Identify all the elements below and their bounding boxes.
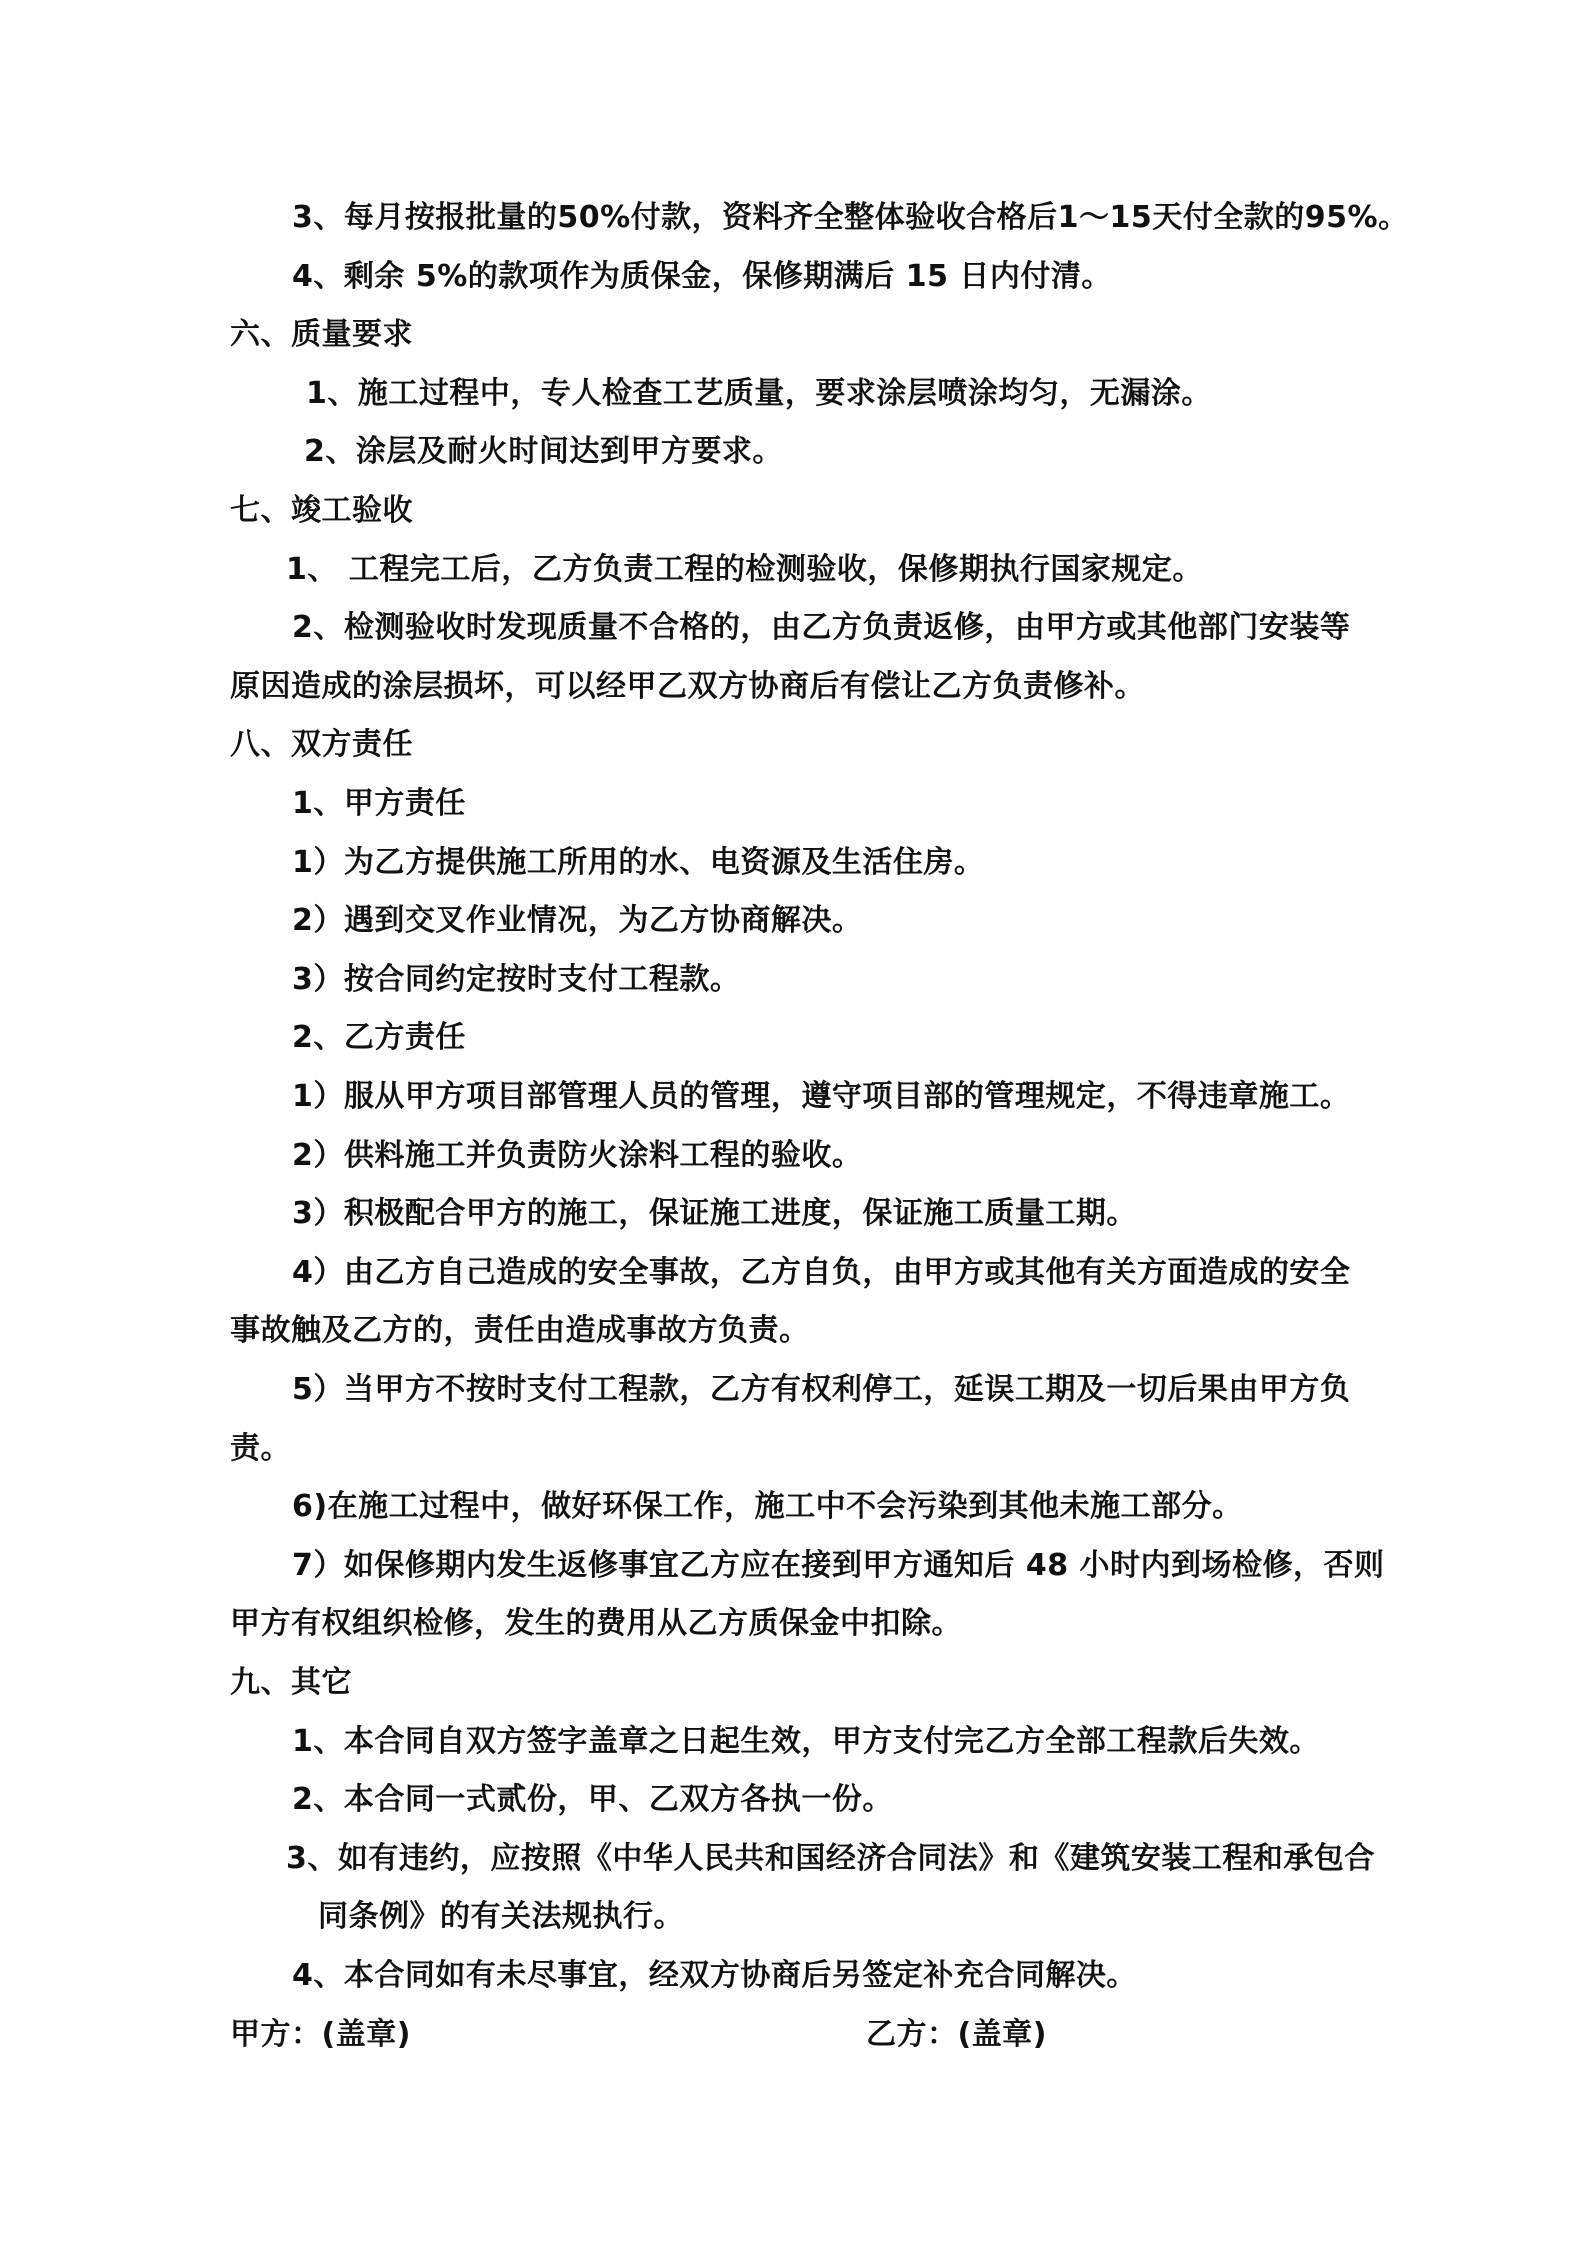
party-b-signature: 乙方：(盖章) (866, 2017, 1047, 2052)
party-a-item-2: 2）遇到交叉作业情况，为乙方协商解决。 (292, 903, 863, 938)
acceptance-item-1: 1、 工程完工后，乙方负责工程的检测验收，保修期执行国家规定。 (286, 552, 1203, 587)
party-b-item-6: 6)在施工过程中，做好环保工作，施工中不会污染到其他未施工部分。 (292, 1489, 1243, 1524)
quality-item-2: 2、涂层及耐火时间达到甲方要求。 (304, 434, 783, 469)
party-b-item-3: 3）积极配合甲方的施工，保证施工进度，保证施工质量工期。 (292, 1196, 1137, 1231)
section-heading-quality: 六、质量要求 (230, 317, 413, 352)
party-a-heading: 1、甲方责任 (292, 786, 466, 821)
party-b-item-4-line-2: 事故触及乙方的，责任由造成事故方负责。 (230, 1313, 810, 1348)
party-b-item-1: 1）服从甲方项目部管理人员的管理，遵守项目部的管理规定，不得违章施工。 (292, 1079, 1351, 1114)
other-item-3-line-1: 3、如有违约，应按照《中华人民共和国经济合同法》和《建筑安装工程和承包合 (286, 1841, 1375, 1876)
acceptance-item-2-line-1: 2、检测验收时发现质量不合格的，由乙方负责返修，由甲方或其他部门安装等 (292, 610, 1351, 645)
party-b-item-4-line-1: 4）由乙方自己造成的安全事故，乙方自负，由甲方或其他有关方面造成的安全 (292, 1255, 1351, 1290)
section-heading-acceptance: 七、竣工验收 (230, 493, 413, 528)
party-b-item-2: 2）供料施工并负责防火涂料工程的验收。 (292, 1138, 863, 1173)
section-heading-other: 九、其它 (230, 1665, 352, 1700)
party-b-heading: 2、乙方责任 (292, 1020, 466, 1055)
other-item-1: 1、本合同自双方签字盖章之日起生效，甲方支付完乙方全部工程款后失效。 (292, 1724, 1320, 1759)
payment-item-3: 3、每月按报批量的50%付款，资料齐全整体验收合格后1～15天付全款的95%。 (292, 200, 1409, 235)
quality-item-1: 1、施工过程中，专人检查工艺质量，要求涂层喷涂均匀，无漏涂。 (306, 376, 1212, 411)
other-item-2: 2、本合同一式贰份，甲、乙双方各执一份。 (292, 1782, 893, 1817)
payment-item-4: 4、剩余 5%的款项作为质保金，保修期满后 15 日内付清。 (292, 259, 1112, 294)
other-item-3-line-2: 同条例》的有关法规执行。 (318, 1899, 684, 1934)
party-a-signature: 甲方：(盖章) (230, 2017, 411, 2052)
party-a-item-1: 1）为乙方提供施工所用的水、电资源及生活住房。 (292, 845, 985, 880)
party-b-item-7-line-2: 甲方有权组织检修，发生的费用从乙方质保金中扣除。 (230, 1606, 962, 1641)
party-b-item-7-line-1: 7）如保修期内发生返修事宜乙方应在接到甲方通知后 48 小时内到场检修，否则 (292, 1548, 1385, 1583)
other-item-4: 4、本合同如有未尽事宜，经双方协商后另签定补充合同解决。 (292, 1958, 1137, 1993)
acceptance-item-2-line-2: 原因造成的涂层损坏，可以经甲乙双方协商后有偿让乙方负责修补。 (230, 669, 1145, 704)
party-b-item-5-line-2: 责。 (230, 1431, 291, 1466)
party-a-item-3: 3）按合同约定按时支付工程款。 (292, 962, 741, 997)
party-b-item-5-line-1: 5）当甲方不按时支付工程款，乙方有权利停工，延误工期及一切后果由甲方负 (292, 1372, 1351, 1407)
section-heading-responsibilities: 八、双方责任 (230, 727, 413, 762)
